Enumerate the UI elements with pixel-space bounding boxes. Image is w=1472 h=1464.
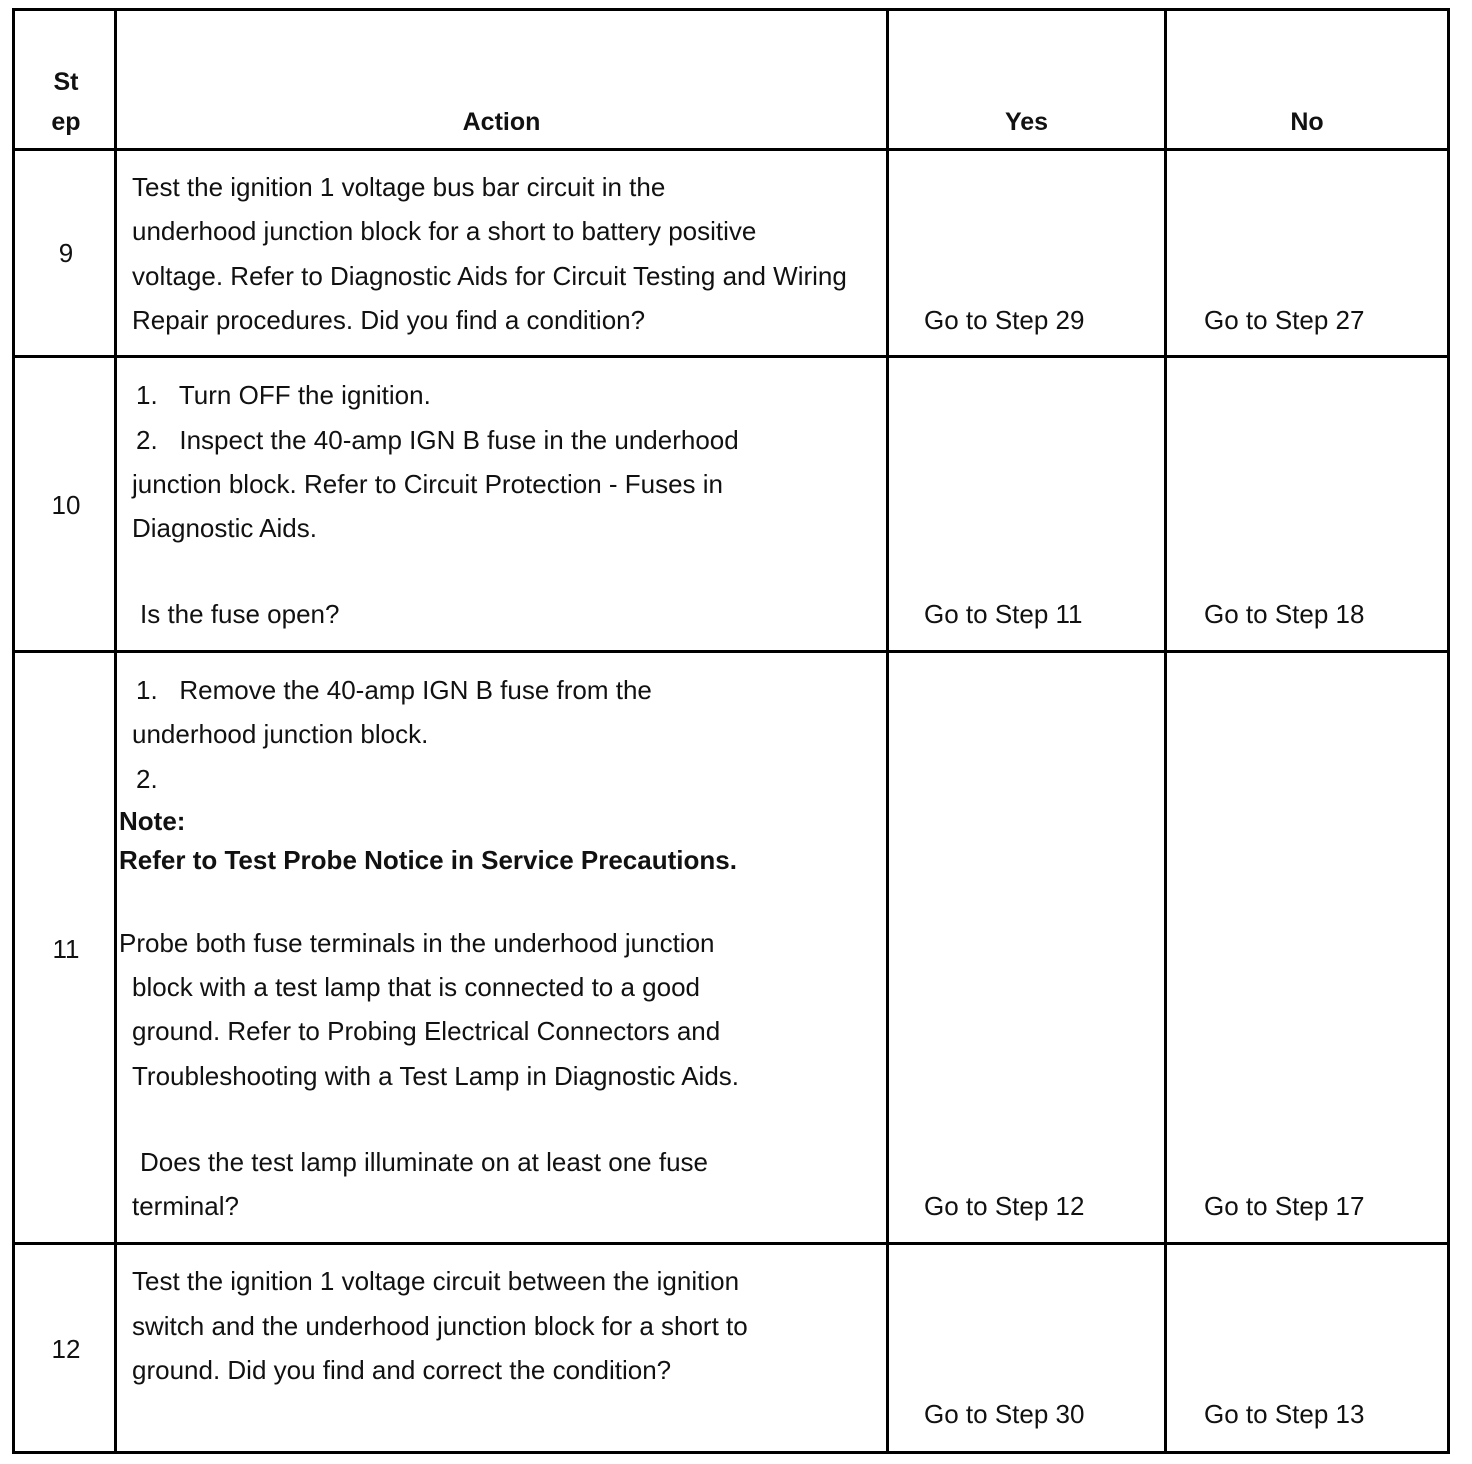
action-text: Troubleshooting with a Test Lamp in Diagnostic Aids.: [132, 1061, 740, 1091]
action-question: Is the fuse open?: [140, 599, 340, 629]
action-text: underhood junction block for a short to battery positive: [132, 216, 757, 246]
action-text: Diagnostic Aids.: [132, 513, 317, 543]
action-text: ground. Did you find and correct the condition?: [132, 1355, 672, 1385]
note-text: Refer to Test Probe Notice in Service Precautions.: [119, 845, 737, 875]
yes-result: Go to Step 29: [924, 305, 1085, 335]
action-text: 1. Remove the 40-amp IGN B fuse from the: [136, 675, 652, 705]
yes-result: Go to Step 30: [924, 1399, 1085, 1429]
header-step-line1: St: [53, 68, 79, 96]
action-text: Test the ignition 1 voltage circuit between the ignition: [132, 1266, 740, 1296]
no-result: Go to Step 13: [1204, 1399, 1365, 1429]
header-action: Action: [462, 108, 541, 136]
action-text: ground. Refer to Probing Electrical Connectors and: [132, 1016, 721, 1046]
yes-result: Go to Step 11: [924, 599, 1083, 629]
action-text: Probe both fuse terminals in the underhood junction: [119, 928, 715, 958]
action-text: switch and the underhood junction block for a short to: [132, 1311, 748, 1341]
header-step-line2: ep: [51, 108, 81, 136]
step-number: 12: [51, 1334, 81, 1364]
no-result: Go to Step 27: [1204, 305, 1365, 335]
action-text: Repair procedures. Did you find a condition?: [132, 305, 646, 335]
row-divider: [12, 1242, 1450, 1245]
action-text: 2.: [136, 764, 158, 794]
header-step: [18, 62, 114, 142]
action-text: underhood junction block.: [132, 719, 429, 749]
yes-result: Go to Step 12: [924, 1191, 1085, 1221]
action-text: block with a test lamp that is connected to a good: [132, 972, 701, 1002]
header-yes: Yes: [1004, 108, 1049, 136]
action-question: Does the test lamp illuminate on at least one fuse: [140, 1147, 708, 1177]
row-divider: [12, 650, 1450, 653]
header-no: No: [1290, 108, 1324, 136]
action-text: 1. Turn OFF the ignition.: [136, 380, 431, 410]
step-number: 9: [58, 238, 74, 268]
action-text: junction block. Refer to Circuit Protection - Fuses in: [132, 469, 724, 499]
column-divider: [886, 8, 889, 1454]
step-number: 11: [52, 934, 80, 964]
row-divider: [12, 355, 1450, 358]
row-divider: [12, 148, 1450, 151]
action-text: Test the ignition 1 voltage bus bar circuit in the: [132, 172, 666, 202]
action-text: voltage. Refer to Diagnostic Aids for Circuit Testing and Wiring: [132, 261, 847, 291]
action-text: 2. Inspect the 40-amp IGN B fuse in the underhood: [136, 425, 739, 455]
note-label: Note:: [119, 806, 186, 836]
column-divider: [114, 8, 117, 1454]
action-question: terminal?: [132, 1191, 239, 1221]
no-result: Go to Step 17: [1204, 1191, 1365, 1221]
column-divider: [1164, 8, 1167, 1454]
no-result: Go to Step 18: [1204, 599, 1365, 629]
step-number: 10: [51, 490, 81, 520]
